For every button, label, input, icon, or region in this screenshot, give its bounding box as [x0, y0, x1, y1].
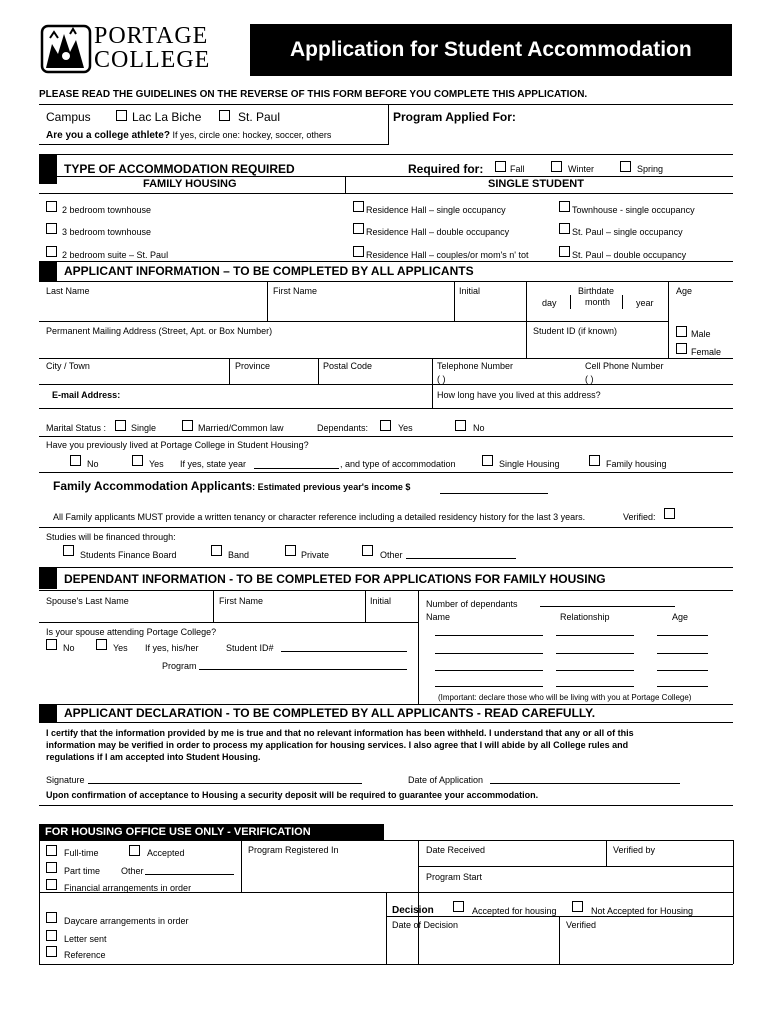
guidelines-notice: PLEASE READ THE GUIDELINES ON THE REVERSE OF THIS FORM BEFORE YOU COMPLETE THIS APPLICATION.	[39, 89, 588, 100]
previous-housing-question: Have you previously lived at Portage College in Student Housing?	[46, 440, 309, 450]
declaration-title: APPLICANT DECLARATION - TO BE COMPLETED BY ALL APPLICANTS - READ CAREFULLY.	[64, 706, 596, 720]
reference-label: Reference	[64, 950, 106, 960]
female-label: Female	[691, 347, 722, 357]
winter-label: Winter	[568, 164, 595, 174]
dependants-no-checkbox[interactable]	[455, 420, 466, 431]
parttime-checkbox[interactable]	[46, 862, 57, 873]
res-double-checkbox[interactable]	[353, 223, 364, 234]
family-housing-head: FAMILY HOUSING	[143, 178, 237, 190]
res-couples-checkbox[interactable]	[353, 246, 364, 257]
dependant-title: DEPENDANT INFORMATION - TO BE COMPLETED FOR APPLICATIONS FOR FAMILY HOUSING	[64, 572, 606, 586]
spouse-program-label: Program	[162, 661, 197, 671]
sfb-checkbox[interactable]	[63, 545, 74, 556]
marital-status-label: Marital Status :	[46, 423, 107, 433]
other-label: Other	[380, 550, 403, 560]
athlete-question: Are you a college athlete? If yes, circle one: hockey, soccer, others	[46, 130, 332, 141]
st-paul-single-checkbox[interactable]	[559, 223, 570, 234]
financed-label: Studies will be financed through:	[46, 532, 176, 542]
fall-label: Fall	[510, 164, 525, 174]
accepted-label: Accepted	[147, 848, 185, 858]
married-checkbox[interactable]	[182, 420, 193, 431]
family-2br-townhouse-checkbox[interactable]	[46, 201, 57, 212]
college-name-line2: COLLEGE	[94, 47, 211, 73]
telephone-label: Telephone Number	[437, 361, 514, 371]
date-of-application-field[interactable]	[490, 783, 680, 784]
city-label: City / Town	[46, 361, 90, 371]
financial-label: Financial arrangements in order	[64, 883, 192, 893]
letter-sent-checkbox[interactable]	[46, 930, 57, 941]
last-name-label: Last Name	[46, 286, 90, 296]
college-logo	[40, 24, 218, 74]
res-single-label: Residence Hall – single occupancy	[366, 205, 506, 215]
st-paul-double-checkbox[interactable]	[559, 246, 570, 257]
student-id-label: Student ID (if known)	[533, 326, 618, 336]
declaration-text-line1: I certify that the information provided by me is true and that no relevant information has been withheld. I understand that any or all of this	[46, 728, 634, 738]
dependant-row1-name[interactable]	[435, 635, 543, 636]
campus-lac-la-biche-checkbox[interactable]	[116, 110, 127, 121]
res-double-label: Residence Hall – double occupancy	[366, 227, 510, 237]
res-couples-label: Residence Hall – couples/or mom's n' tot	[366, 250, 529, 260]
decision-label: Decision	[392, 905, 434, 916]
office-verified-label: Verified	[566, 920, 597, 930]
telephone-area-code: ( )	[437, 374, 446, 384]
signature-label: Signature	[46, 775, 85, 785]
title-bar	[250, 24, 732, 76]
private-checkbox[interactable]	[285, 545, 296, 556]
band-label: Band	[228, 550, 250, 560]
band-checkbox[interactable]	[211, 545, 222, 556]
dependants-label: Dependants:	[317, 423, 369, 433]
parttime-label: Part time	[64, 866, 101, 876]
age-label: Age	[676, 286, 693, 296]
how-long-label: How long have you lived at this address?	[437, 390, 601, 400]
single-label: Single	[131, 423, 157, 433]
email-label: E-mail Address:	[52, 390, 121, 400]
accepted-housing-checkbox[interactable]	[453, 901, 464, 912]
page-title: Application for Student Accommodation	[290, 38, 692, 61]
verified-by-label: Verified by	[613, 845, 656, 855]
married-label: Married/Common law	[198, 423, 284, 433]
spouse-first-name-label: First Name	[219, 596, 264, 606]
spring-label: Spring	[637, 164, 664, 174]
required-for-label: Required for:	[408, 162, 484, 176]
birthdate-day-label: day	[542, 298, 557, 308]
dependant-row4-name[interactable]	[435, 686, 543, 687]
fulltime-label: Full-time	[64, 848, 99, 858]
financial-checkbox[interactable]	[46, 879, 57, 890]
sfb-label: Students Finance Board	[80, 550, 177, 560]
dependant-age-head: Age	[672, 612, 689, 622]
spouse-no-checkbox[interactable]	[46, 639, 57, 650]
daycare-label: Daycare arrangements in order	[64, 916, 189, 926]
prev-single-housing-label: Single Housing	[499, 459, 560, 469]
family-verified-label: Verified:	[623, 512, 656, 522]
program-registered-label: Program Registered In	[248, 845, 339, 855]
number-of-dependants-label: Number of dependants	[426, 599, 518, 609]
initial-label: Initial	[459, 286, 481, 296]
female-checkbox[interactable]	[676, 343, 687, 354]
office-other-label: Other	[121, 866, 144, 876]
dependant-row2-name[interactable]	[435, 653, 543, 654]
dependant-name-head: Name	[426, 612, 451, 622]
program-start-label: Program Start	[426, 872, 483, 882]
prev-single-housing-checkbox[interactable]	[482, 455, 493, 466]
prev-no-checkbox[interactable]	[70, 455, 81, 466]
family-2br-suite-label: 2 bedroom suite – St. Paul	[62, 250, 169, 260]
fulltime-checkbox[interactable]	[46, 845, 57, 856]
cell-area-code: ( )	[585, 374, 594, 384]
not-accepted-housing-label: Not Accepted for Housing	[591, 906, 694, 916]
dependant-row4-age[interactable]	[657, 686, 708, 687]
number-of-dependants-field[interactable]	[540, 606, 675, 607]
mailing-address-label: Permanent Mailing Address (Street, Apt. or Box Number)	[46, 326, 273, 336]
campus-st-paul-label: St. Paul	[238, 110, 281, 124]
family-verified-checkbox[interactable]	[664, 508, 675, 519]
spring-checkbox[interactable]	[620, 161, 631, 172]
dependant-row1-relationship[interactable]	[556, 635, 634, 636]
male-label: Male	[691, 329, 711, 339]
prev-family-housing-checkbox[interactable]	[589, 455, 600, 466]
spouse-attending-question: Is your spouse attending Portage College?	[46, 627, 217, 637]
province-label: Province	[235, 361, 271, 371]
applicant-title: APPLICANT INFORMATION – TO BE COMPLETED BY ALL APPLICANTS	[64, 264, 474, 278]
date-of-decision-label: Date of Decision	[392, 920, 459, 930]
dependant-row3-name[interactable]	[435, 670, 543, 671]
prev-yes-checkbox[interactable]	[132, 455, 143, 466]
signature-field[interactable]	[88, 783, 362, 784]
declaration-text-line2: information may be verified in order to process my application for housing services. I also agree that I will abide by all College rules and	[46, 740, 629, 750]
family-accommodation-line: Family Accommodation Applicants: Estimated previous year's income $	[53, 479, 411, 493]
letter-sent-label: Letter sent	[64, 934, 107, 944]
dependant-row2-age[interactable]	[657, 653, 708, 654]
prev-year-label: If yes, state year	[180, 459, 247, 469]
daycare-checkbox[interactable]	[46, 912, 57, 923]
dependant-row2-relationship[interactable]	[556, 653, 634, 654]
dependants-yes-checkbox[interactable]	[380, 420, 391, 431]
prev-year-field[interactable]	[254, 468, 339, 469]
office-use-title: FOR HOUSING OFFICE USE ONLY - VERIFICATION	[45, 826, 311, 838]
birthdate-month-label: month	[585, 297, 611, 307]
first-name-label: First Name	[273, 286, 318, 296]
campus-lac-la-biche-label: Lac La Biche	[132, 110, 202, 124]
campus-label: Campus	[46, 110, 91, 124]
office-use-bar	[39, 824, 384, 840]
spouse-no-label: No	[63, 643, 75, 653]
accommodation-title: TYPE OF ACCOMMODATION REQUIRED	[64, 162, 295, 176]
spouse-yes-checkbox[interactable]	[96, 639, 107, 650]
spouse-if-yes-label: If yes, his/her	[145, 643, 199, 653]
single-student-head: SINGLE STUDENT	[488, 178, 584, 190]
reference-checkbox[interactable]	[46, 946, 57, 957]
other-checkbox[interactable]	[362, 545, 373, 556]
other-field[interactable]	[406, 558, 516, 559]
program-applied-label: Program Applied For:	[393, 110, 516, 124]
dependant-relationship-head: Relationship	[560, 612, 610, 622]
accepted-housing-label: Accepted for housing	[472, 906, 557, 916]
dependant-row4-relationship[interactable]	[556, 686, 634, 687]
crest-icon	[40, 24, 92, 74]
st-paul-single-label: St. Paul – single occupancy	[572, 227, 683, 237]
dependant-row3-relationship[interactable]	[556, 670, 634, 671]
family-2br-townhouse-label: 2 bedroom townhouse	[62, 205, 152, 215]
date-of-application-label: Date of Application	[408, 775, 484, 785]
prev-type-label: , and type of accommodation	[340, 459, 456, 469]
winter-checkbox[interactable]	[551, 161, 562, 172]
private-label: Private	[301, 550, 330, 560]
birthdate-year-label: year	[636, 298, 654, 308]
dependants-yes-label: Yes	[398, 423, 413, 433]
spouse-program-field[interactable]	[199, 669, 407, 670]
prev-yes-label: Yes	[149, 459, 164, 469]
single-checkbox[interactable]	[115, 420, 126, 431]
dependant-important-note: (Important: declare those who will be living with you at Portage College)	[438, 693, 692, 702]
family-3br-townhouse-checkbox[interactable]	[46, 223, 57, 234]
campus-st-paul-checkbox[interactable]	[219, 110, 230, 121]
dependant-row1-age[interactable]	[657, 635, 708, 636]
prev-family-housing-label: Family housing	[606, 459, 667, 469]
spouse-student-id-label: Student ID#	[226, 643, 274, 653]
dependant-row3-age[interactable]	[657, 670, 708, 671]
income-field[interactable]	[440, 493, 548, 494]
not-accepted-housing-checkbox[interactable]	[572, 901, 583, 912]
cell-phone-label: Cell Phone Number	[585, 361, 664, 371]
townhouse-single-label: Townhouse - single occupancy	[572, 205, 695, 215]
prev-no-label: No	[87, 459, 99, 469]
declaration-text-line3: regulations if I am accepted into Student Housing.	[46, 752, 261, 762]
fall-checkbox[interactable]	[495, 161, 506, 172]
date-received-label: Date Received	[426, 845, 486, 855]
spouse-student-id-field[interactable]	[281, 651, 407, 652]
res-single-checkbox[interactable]	[353, 201, 364, 212]
security-deposit-note: Upon confirmation of acceptance to Housing a security deposit will be required to guarantee your accommodation.	[46, 790, 539, 800]
spouse-last-name-label: Spouse's Last Name	[46, 596, 129, 606]
office-other-field[interactable]	[145, 874, 234, 875]
spouse-initial-label: Initial	[370, 596, 392, 606]
family-reference-note: All Family applicants MUST provide a written tenancy or character reference including a detailed residency history for the last 3 years.	[53, 512, 586, 522]
family-3br-townhouse-label: 3 bedroom townhouse	[62, 227, 152, 237]
st-paul-double-label: St. Paul – double occupancy	[572, 250, 687, 260]
townhouse-single-checkbox[interactable]	[559, 201, 570, 212]
spouse-yes-label: Yes	[113, 643, 128, 653]
male-checkbox[interactable]	[676, 326, 687, 337]
dependants-no-label: No	[473, 423, 485, 433]
accepted-checkbox[interactable]	[129, 845, 140, 856]
postal-code-label: Postal Code	[323, 361, 373, 371]
family-2br-suite-checkbox[interactable]	[46, 246, 57, 257]
birthdate-label: Birthdate	[578, 286, 615, 296]
college-name-line1: PORTAGE	[94, 23, 209, 49]
